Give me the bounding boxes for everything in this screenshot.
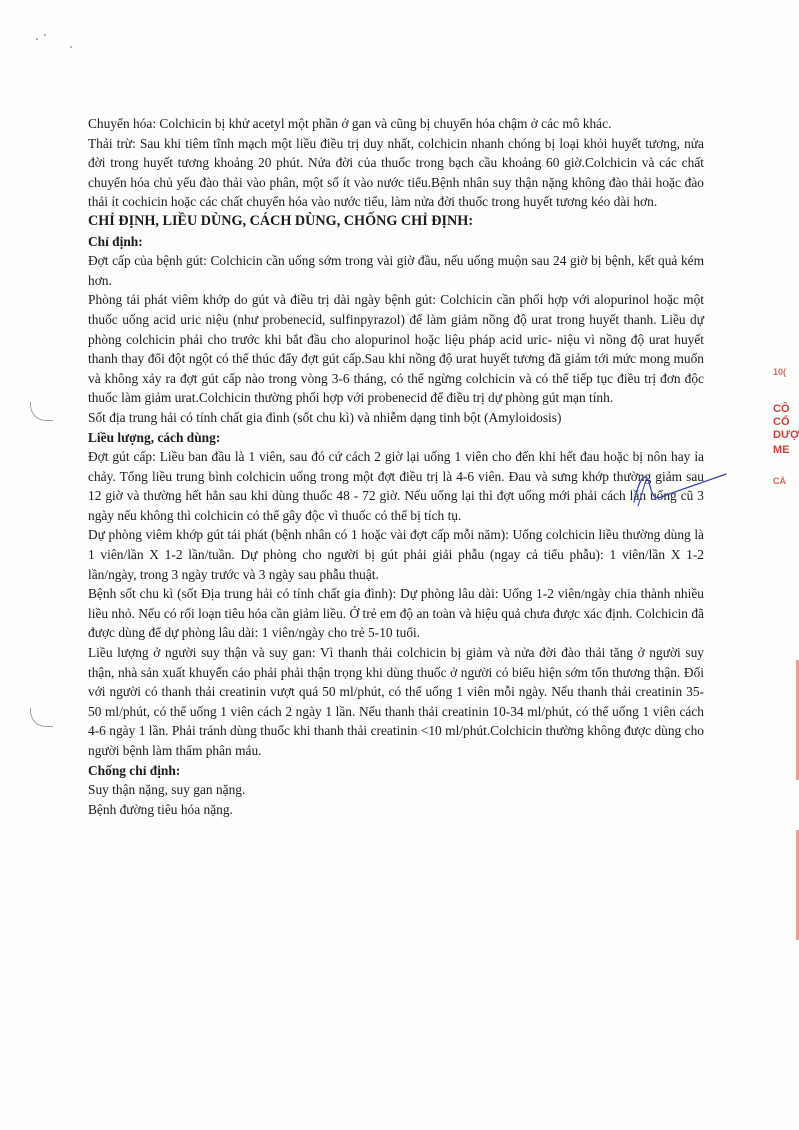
paragraph: Chuyển hóa: Colchicin bị khử acetyl một phần ở gan và cũng bị chuyển hóa chậm ở các mô khác.	[88, 116, 612, 131]
paragraph: Phòng tái phát viêm khớp do gút và điều trị dài ngày bệnh gút: Colchicin cần phối hợp với alopurinol hoặc một thuốc uống acid uric niệu (như probenecid, sulfinpyrazol) để làm giảm nồng độ urat trong huyết thanh. Liều dự phòng colchicin phải cho trước khi bắt đầu cho alopurinol hoặc liệu pháp acid uric- niệu vì nồng độ urat huyết thanh thay đổi đột ngột có thể thúc đẩy đợt gút cấp.Sau khi nồng độ urat huyết tương đã giảm tới mức mong muốn và không xảy ra đợt gút cấp nào trong vòng 3-6 tháng, có thể ngừng colchicin và có thể tiếp tục điều trị đơn độc thuốc làm giảm urat.Colchicin thường phối hợp với probenecid để điều trị dự phòng gút mạn tính.	[88, 292, 704, 406]
stamp-line: CÁ	[773, 476, 786, 486]
paragraph: Đợt cấp của bệnh gút: Colchicin cần uống sớm trong vài giờ đầu, nếu uống muộn sau 24 giờ bị bệnh, kết quả kém hơn.	[88, 253, 704, 288]
stamp-line: CÔ	[773, 403, 790, 415]
stamp-line: 10(	[773, 367, 787, 377]
stamp-line: CỔ	[773, 416, 790, 428]
scan-speck	[36, 38, 38, 40]
subsection-heading: Chống chỉ định:	[88, 762, 181, 778]
pen-signature-stroke	[620, 466, 730, 516]
paragraph: Suy thận nặng, suy gan nặng.	[88, 782, 246, 798]
scan-speck	[44, 34, 46, 36]
subsection-heading: Chỉ định:	[88, 233, 143, 249]
paragraph: Đợt gút cấp: Liều ban đầu là 1 viên, sau đó cứ cách 2 giờ lại uống 1 viên cho đến khi hết đau hoặc bị nôn hay ỉa chảy. Tổng liều trung bình colchicin uống trong một đợt điều trị là 4-6 viên. Đau và sưng khớp thường giảm sau 12 giờ và thường hết hẳn sau khi dùng thuốc 48 - 72 giờ. Nếu uống lại thì đợt uống mới phải cách lần uống cũ 3 ngày nếu không thì colchicin có thể gây độc vì thuốc có thể bị tích tụ.	[88, 449, 704, 523]
paragraph: Dự phòng viêm khớp gút tái phát (bệnh nhân có 1 hoặc vài đợt cấp mỗi năm): Uống colchicin liều thường dùng là 1 viên/lần X 1-2 lần/tuần. Dự phòng cho người bị gút phải giải phẫu (ngay cả tiểu phẫu): 1 viên/lần X 1-2 lần/ngày, trong 3 ngày trước và 3 ngày sau phẫu thuật.	[88, 527, 704, 582]
scan-speck	[70, 46, 72, 48]
section-heading: CHỈ ĐỊNH, LIỀU DÙNG, CÁCH DÙNG, CHỐNG CHỈ ĐỊNH:	[88, 212, 474, 229]
red-stamp-fragment	[773, 360, 799, 510]
subsection-heading: Liều lượng, cách dùng:	[88, 429, 221, 445]
punch-hole-mark	[30, 402, 53, 421]
punch-hole-mark	[30, 708, 53, 727]
paragraph: Bệnh đường tiêu hóa nặng.	[88, 801, 233, 817]
stamp-line: ME	[773, 444, 790, 456]
document-body	[88, 114, 704, 819]
paragraph: Liều lượng ở người suy thận và suy gan: Vì thanh thải colchicin bị giảm và nửa đời đào thải tăng ở người suy thận, nhà sản xuất khuyến cáo phải phải thận trọng khi dùng thuốc ở người có biểu hiện sớm tổn thương thận. Đối với người có thanh thải creatinin vượt quá 50 ml/phút, có thể uống 1 viên mỗi ngày. Nếu thanh thải creatinin 35-50 ml/phút, có thể uống 1 viên cách 2 ngày 1 lần. Nếu thanh thải creatinin 10-34 ml/phút, có thể uống 1 viên cách 4-6 ngày 1 lần. Phải tránh dùng thuốc khi thanh thải creatinin <10 ml/phút.Colchicin thường không được dùng cho người bệnh làm thẩm phân máu.	[88, 645, 704, 758]
paragraph: Sốt địa trung hải có tính chất gia đình (sốt chu kì) và nhiễm dạng tinh bột (Amyloidosis)	[88, 409, 562, 425]
paragraph: Bệnh sốt chu kì (sốt Địa trung hải có tính chất gia đình): Dự phòng lâu dài: Uống 1-2 viên/ngày chia thành nhiều liều nhỏ. Nếu có rối loạn tiêu hóa cần giảm liều. Ở trẻ em độ an toàn và hiệu quả chưa được xác định. Colchicin đã được dùng để dự phòng lâu dài: 1 viên/ngày cho trẻ 5-10 tuổi.	[88, 586, 704, 641]
paragraph: Thải trừ: Sau khi tiêm tĩnh mạch một liều điều trị duy nhất, colchicin nhanh chóng bị loại khỏi huyết tương, nửa đời trong huyết tương khoảng 20 phút. Nửa đời của thuốc trong bạch cầu khoảng 60 giờ.Colchicin và các chất chuyển hóa chủ yếu đào thải vào phân, một số ít vào nước tiểu.Bệnh nhân suy thận nặng không đào thải hoặc đào thải ít cochicin hoặc các chất chuyển hóa vào nước tiểu, làm nửa đời thuốc trong huyết tương kéo dài hơn.	[88, 135, 704, 210]
stamp-line: DƯỢ	[773, 429, 799, 441]
